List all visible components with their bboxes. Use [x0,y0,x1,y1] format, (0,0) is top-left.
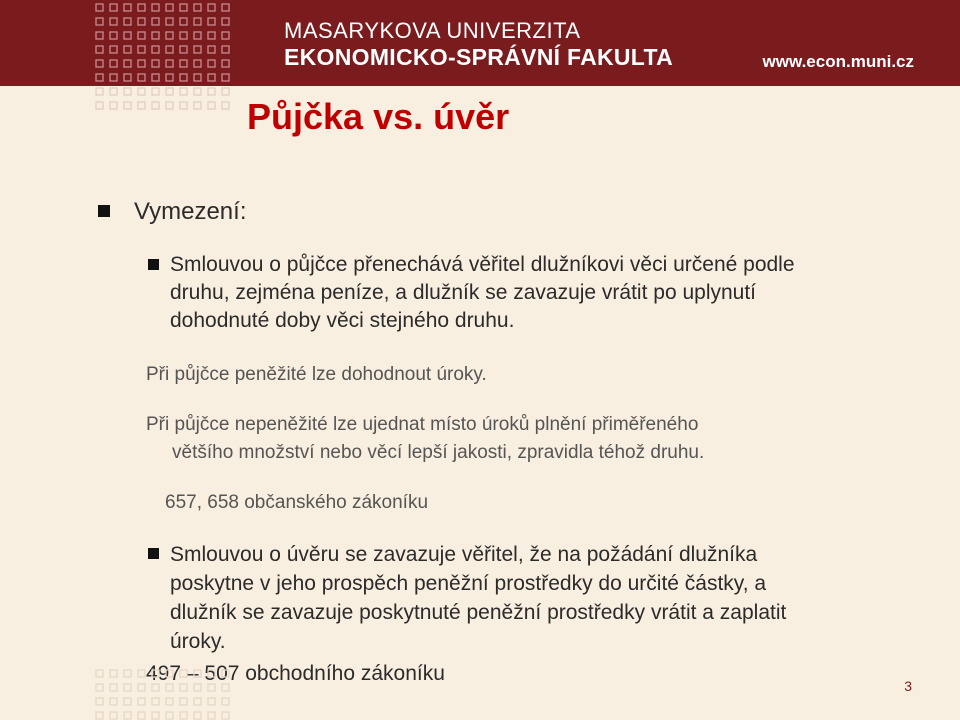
credit-definition [170,540,786,656]
grid-dot [222,712,229,719]
grid-dot [96,88,103,95]
grid-dot [152,684,159,691]
grid-dot [152,74,159,81]
grid-dot [208,712,215,719]
bullet-square-icon [148,548,159,559]
grid-dot [222,684,229,691]
grid-dot [180,698,187,705]
grid-dot [166,88,173,95]
loan-definition [170,251,795,335]
grid-dot [166,102,173,109]
grid-dot [124,670,131,677]
grid-dot [194,102,201,109]
grid-dot [110,712,117,719]
grid-dot [208,88,215,95]
credit-line: poskytne v jeho prospěch peněžní prostředky do určité částky, a [170,572,767,595]
grid-dot [194,670,201,677]
grid-dot [222,18,229,25]
grid-dot [138,102,145,109]
commercial-code-reference: 497 – 507 obchodního zákoníku [146,662,445,685]
note-nonmoney-loan [146,411,704,467]
loan-line: dohodnuté doby věci stejného druhu. [170,309,515,332]
credit-line: Smlouvou o úvěru se zavazuje věřitel, že na požádání dlužníka [170,543,758,566]
grid-dot [138,18,145,25]
grid-dot [152,712,159,719]
grid-dot [124,60,131,67]
grid-dot [194,74,201,81]
grid-dot [138,684,145,691]
grid-dot [180,684,187,691]
grid-dot [124,712,131,719]
grid-dot [124,102,131,109]
grid-dot [110,88,117,95]
grid-dot [110,74,117,81]
grid-dot [166,712,173,719]
grid-dot [208,74,215,81]
grid-dot [96,60,103,67]
grid-dot [222,4,229,11]
university-name: MASARYKOVA UNIVERZITA [284,18,581,43]
grid-dot [124,74,131,81]
credit-line: dlužník se zavazuje poskytnuté peněžní prostředky vrátit a zaplatit [170,601,787,624]
grid-dot [222,698,229,705]
grid-dot [208,18,215,25]
grid-dot [110,18,117,25]
grid-dot [208,4,215,11]
grid-dot [96,670,103,677]
grid-dot [194,88,201,95]
grid-dot [180,32,187,39]
bullet-square-icon [148,259,159,270]
grid-dot [110,4,117,11]
grid-dot [194,4,201,11]
note-line: většího množství nebo věcí lepší jakosti, zpravidla téhož druhu. [172,442,705,463]
grid-dot [194,32,201,39]
grid-dot [180,670,187,677]
note-line: Při půjčce nepeněžité lze ujednat místo úroků plnění přiměřeného [146,414,699,435]
grid-dot [222,74,229,81]
grid-dot [180,60,187,67]
grid-dot [194,698,201,705]
grid-dot [96,4,103,11]
grid-dot [96,698,103,705]
section-heading: Vymezení: [134,198,247,225]
civil-code-reference: 657, 658 občanského zákoníku [165,492,429,513]
grid-dot [138,46,145,53]
grid-dot [222,46,229,53]
grid-dot [180,18,187,25]
grid-dot [222,88,229,95]
grid-dot [152,18,159,25]
bullet-square-icon [98,205,110,217]
decorative-dot-grid-bottom [94,666,244,720]
grid-dot [138,74,145,81]
grid-dot [152,88,159,95]
loan-line: druhu, zejména peníze, a dlužník se zavazuje vrátit po uplynutí [170,281,757,304]
grid-dot [180,46,187,53]
grid-dot [110,684,117,691]
grid-dot [124,698,131,705]
grid-dot [138,32,145,39]
website-url: www.econ.muni.cz [762,52,914,71]
grid-dot [110,102,117,109]
grid-dot [152,32,159,39]
grid-dot [110,60,117,67]
grid-dot [166,32,173,39]
grid-dot [166,4,173,11]
grid-dot [208,698,215,705]
grid-dot [138,88,145,95]
grid-dot [138,712,145,719]
faculty-name: EKONOMICKO-SPRÁVNÍ FAKULTA [284,44,673,70]
grid-dot [110,32,117,39]
grid-dot [166,698,173,705]
grid-dot [166,74,173,81]
slide-title: Půjčka vs. úvěr [247,96,510,137]
grid-dot [208,684,215,691]
decorative-dot-grid-top [94,0,244,110]
grid-dot [222,670,229,677]
grid-dot [124,46,131,53]
grid-dot [96,46,103,53]
grid-dot [166,684,173,691]
grid-dot [152,670,159,677]
grid-dot [180,4,187,11]
grid-dot [208,46,215,53]
note-money-loan: Při půjčce peněžité lze dohodnout úroky. [146,364,487,385]
grid-dot [222,102,229,109]
grid-dot [96,74,103,81]
grid-dot [96,18,103,25]
grid-dot [194,712,201,719]
credit-line: úroky. [170,630,226,653]
grid-dot [166,60,173,67]
grid-dot [96,684,103,691]
grid-dot [138,698,145,705]
grid-dot [222,60,229,67]
grid-dot [110,670,117,677]
grid-dot [96,102,103,109]
grid-dot [96,712,103,719]
grid-dot [194,60,201,67]
grid-dot [124,684,131,691]
page-number: 3 [904,678,912,694]
grid-dot [222,32,229,39]
grid-dot [208,670,215,677]
grid-dot [208,102,215,109]
grid-dot [180,88,187,95]
grid-dot [194,46,201,53]
grid-dot [152,4,159,11]
grid-dot [152,698,159,705]
grid-dot [152,60,159,67]
grid-dot [110,698,117,705]
grid-dot [180,102,187,109]
grid-dot [180,74,187,81]
grid-dot [138,670,145,677]
grid-dot [152,46,159,53]
grid-dot [138,4,145,11]
grid-dot [208,60,215,67]
grid-dot [166,670,173,677]
grid-dot [166,46,173,53]
grid-dot [96,32,103,39]
grid-dot [124,4,131,11]
grid-dot [124,18,131,25]
grid-dot [166,18,173,25]
grid-dot [208,32,215,39]
grid-dot [138,60,145,67]
grid-dot [194,684,201,691]
grid-dot [124,32,131,39]
grid-dot [152,102,159,109]
loan-line: Smlouvou o půjčce přenechává věřitel dlužníkovi věci určené podle [170,253,795,276]
grid-dot [194,18,201,25]
grid-dot [124,88,131,95]
grid-dot [110,46,117,53]
grid-dot [180,712,187,719]
